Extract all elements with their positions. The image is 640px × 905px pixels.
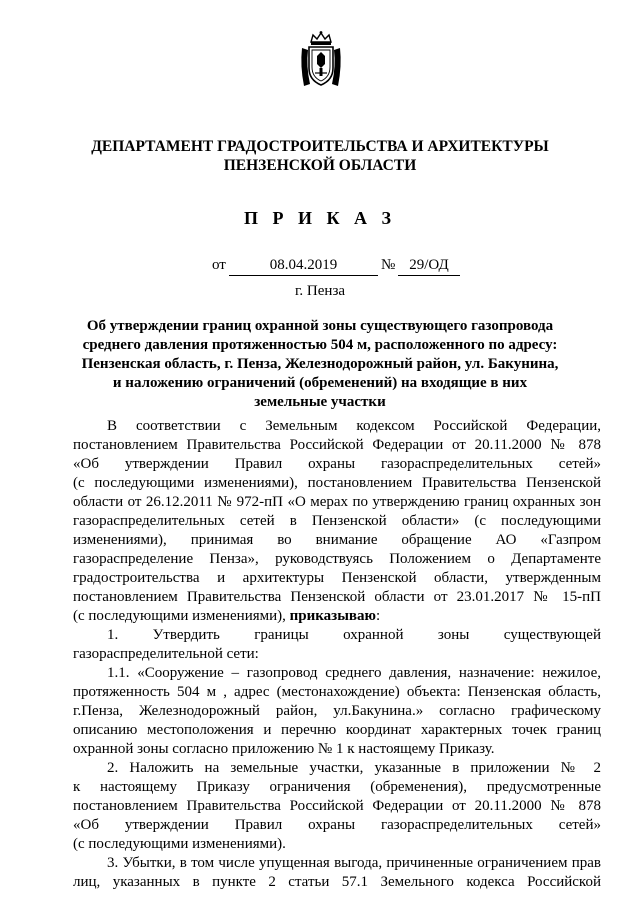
body-line-text: «Об утверждении Правил охраны газораспределительных сетей» [73, 817, 601, 833]
body-line-text: «Об утверждении Правил охраны газораспределительных сетей» [73, 456, 601, 472]
coat-of-arms-icon [298, 30, 344, 88]
body-line-text: газораспределительных сетей в Пензенской области» (с последующими [73, 513, 601, 529]
body-line-text: описанию местоположения и перечню координат характерных точек границ [73, 722, 601, 738]
body-line-text: к настоящему Приказу ограничения (обременения), предусмотренные [73, 779, 601, 795]
body-line [73, 835, 601, 854]
body-line-text: 1.1. «Сооружение – газопровод среднего давления, назначение: нежилое, [107, 665, 601, 681]
date-number-line [0, 257, 640, 279]
body-line [73, 721, 601, 740]
department-name [60, 137, 580, 175]
body-line-text: В соответствии с Земельным кодексом Российской Федерации, [107, 418, 601, 434]
body-line [73, 436, 601, 455]
body-line-text: 2. Наложить на земельные участки, указанные в приложении № 2 [107, 760, 601, 776]
body-line [73, 740, 601, 759]
body-line [73, 531, 601, 550]
body-line-text: газораспределение Пенза», руководствуясь Положением о Департаменте [73, 551, 601, 567]
body-line [73, 778, 601, 797]
title-line: и наложению ограничений (обременений) на входящие в них [112, 375, 528, 391]
date-label: от [212, 257, 226, 273]
body-line-text: изменениями), принимая во внимание обращение АО «Газпром [73, 532, 601, 548]
body-line [73, 474, 601, 493]
body-line [73, 550, 601, 569]
body-line [73, 854, 601, 873]
body-line-text: 3. Убытки, в том числе упущенная выгода, причиненные ограничением прав [107, 855, 601, 871]
order-verb: приказываю [289, 608, 376, 624]
body-line-tail: : [376, 608, 381, 624]
date-field: 08.04.2019 [229, 257, 378, 276]
number-field: 29/ОД [398, 257, 460, 276]
body-line [73, 683, 601, 702]
body-line-text: протяженность 504 м , адрес (местонахождение) объекта: Пензенская область, [73, 684, 601, 700]
body-line-text: постановлением Правительства Российской Федерации от 20.11.2000 № 878 [73, 437, 601, 453]
body-line-text: газораспределительной сети: [73, 646, 259, 662]
number-label: № [381, 257, 396, 273]
body-line [73, 645, 601, 664]
order-body [73, 417, 601, 892]
title-line: Пензенская область, г. Пенза, Железнодорожный район, ул. Бакунина, [81, 356, 559, 372]
body-line-text: (с последующими изменениями), [73, 608, 290, 624]
title-line: Об утверждении границ охранной зоны существующего газопровода [86, 318, 554, 334]
body-line [73, 626, 601, 645]
order-title [80, 317, 560, 412]
body-line [73, 759, 601, 778]
body-line [73, 873, 601, 892]
body-line [73, 664, 601, 683]
body-line-text: градостроительства и архитектуры Пензенской области, утвержденным [73, 570, 601, 586]
body-line [73, 455, 601, 474]
body-line [73, 607, 601, 626]
body-line-text: лиц, указанных в пункте 2 статьи 57.1 Земельного кодекса Российской [73, 874, 601, 890]
department-line-2: ПЕНЗЕНСКОЙ ОБЛАСТИ [223, 157, 417, 174]
title-line: земельные участки [254, 394, 386, 410]
body-line [73, 816, 601, 835]
title-line: среднего давления протяженностью 504 м, расположенного по адресу: [82, 337, 558, 353]
body-line [73, 512, 601, 531]
body-line [73, 797, 601, 816]
body-line-text: (с последующими изменениями). [73, 836, 286, 852]
city: г. Пенза [294, 283, 346, 299]
body-line-text: постановлением Правительства Российской Федерации от 20.11.2000 № 878 [73, 798, 601, 814]
body-line [73, 417, 601, 436]
document-type: П Р И К А З [243, 208, 397, 228]
body-line-text: охранной зоны согласно приложению № 1 к настоящему Приказу. [73, 741, 495, 757]
body-line-text: области от 26.12.2011 № 972-пП «О мерах по утверждению границ охранных зон [73, 494, 601, 510]
body-line [73, 702, 601, 721]
body-line [73, 493, 601, 512]
body-line [73, 569, 601, 588]
department-line-1: ДЕПАРТАМЕНТ ГРАДОСТРОИТЕЛЬСТВА И АРХИТЕКТУРЫ [91, 138, 549, 155]
body-line [73, 588, 601, 607]
body-line-text: 1. Утвердить границы охранной зоны существующей [107, 627, 601, 643]
body-line-text: г.Пенза, Железнодорожный район, ул.Бакунина.» согласно графическому [73, 703, 601, 719]
body-line-text: постановлением Правительства Пензенской области от 23.01.2017 № 15-пП [73, 589, 601, 605]
body-line-text: (с последующими изменениями), постановлением Правительства Пензенской [73, 475, 601, 491]
